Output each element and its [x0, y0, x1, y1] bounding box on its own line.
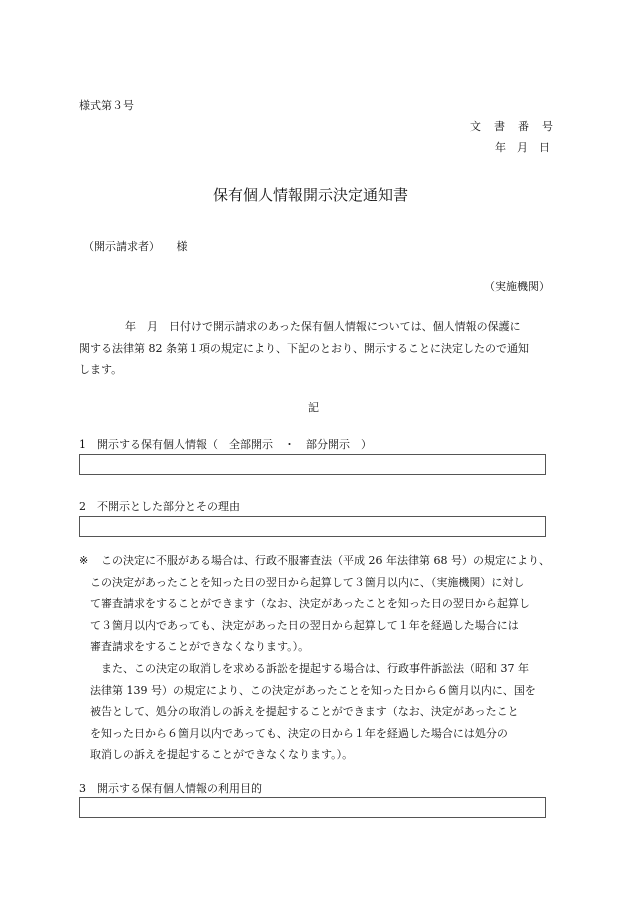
notice-line: を知った日から６箇月以内であっても、決定の日から１年を経過した場合には処分の	[90, 726, 508, 740]
notice-line: 被告として、処分の取消しの訴えを提起することができます（なお、決定があったこと	[90, 705, 519, 718]
intro-line: 年 月 日付けで開示請求のあった保有個人情報については、個人情報の保護に	[125, 320, 521, 333]
notice-line: また、この決定の取消しを求める訴訟を提起する場合は、行政事件訴訟法（昭和 37 年	[101, 662, 529, 675]
notice-line: 法律第 139 号）の規定により、この決定があったことを知った日から６箇月以内に、国を	[90, 683, 536, 697]
intro-line: 関する法律第 82 条第１項の規定により、下記のとおり、開示することに決定したので通知	[79, 341, 529, 355]
notice-paragraph-2	[90, 658, 552, 766]
section-1-box	[79, 454, 546, 475]
section-3-heading: 3 開示する保有個人情報の利用目的	[79, 782, 262, 795]
section-2-box	[79, 516, 546, 537]
document-date: 年 月 日	[495, 141, 550, 154]
intro-paragraph	[79, 316, 551, 381]
document-number: 文 書 番 号	[470, 120, 554, 133]
notice-line: 審査請求をすることができなくなります。）。	[90, 640, 310, 653]
notice-line: て審査請求をすることができます（なお、決定があったことを知った日の翌日から起算し	[90, 597, 530, 610]
ki-heading: 記	[308, 401, 319, 414]
agency: （実施機関）	[484, 280, 550, 293]
recipient: （開示請求者） 様	[83, 240, 188, 253]
form-number: 様式第３号	[79, 99, 134, 112]
section-2-heading: 2 不開示とした部分とその理由	[79, 500, 240, 513]
notice-paragraph-1	[90, 550, 552, 658]
notice-line: この決定があったことを知った日の翌日から起算して３箇月以内に、（実施機関）に対し	[90, 575, 525, 589]
notice-line: 取消しの訴えを提起することができなくなります。）。	[90, 748, 354, 761]
notice-line: この決定に不服がある場合は、行政不服審査法（平成 26 年法律第 68 号）の規定により、	[101, 554, 550, 567]
notice-line: て３箇月以内であっても、決定があった日の翌日から起算して１年を経過した場合には	[90, 618, 519, 632]
page-title: 保有個人情報開示決定通知書	[213, 186, 409, 204]
section-3-box	[79, 797, 546, 818]
section-1-heading: 1 開示する保有個人情報（ 全部開示 ・ 部分開示 ）	[79, 438, 372, 451]
intro-line: します。	[79, 363, 123, 376]
notice-mark: ※	[79, 554, 89, 567]
